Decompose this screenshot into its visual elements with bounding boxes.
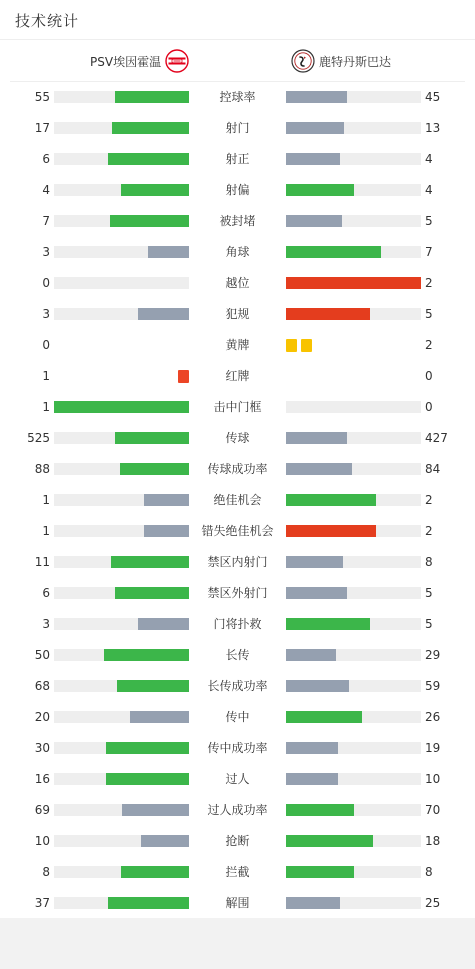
stat-label: 传中成功率 [207, 741, 268, 755]
home-stat-bar [110, 215, 189, 227]
away-cards [286, 339, 312, 352]
home-stat-bar-track [54, 153, 189, 165]
home-stat-value: 69 [34, 803, 50, 817]
home-stat-value: 1 [42, 524, 50, 538]
page-title: 技术统计 [15, 12, 80, 30]
away-stat-value: 0 [425, 369, 433, 383]
home-stat-bar-track [54, 742, 189, 754]
away-stat-value: 26 [425, 710, 441, 724]
home-stat-bar [141, 835, 189, 847]
stat-row [0, 516, 475, 547]
home-stat-value: 3 [42, 617, 50, 631]
stat-label: 传中 [225, 710, 250, 724]
stat-row [0, 547, 475, 578]
stat-label: 犯规 [225, 307, 250, 321]
psv-crest-icon [165, 49, 189, 73]
away-stat-bar [286, 246, 381, 258]
stat-label: 禁区外射门 [207, 586, 268, 600]
home-stat-value: 11 [34, 555, 50, 569]
home-stat-bar-track [54, 432, 189, 444]
home-stat-value: 88 [34, 462, 50, 476]
stat-row [0, 268, 475, 299]
home-stat-bar [117, 680, 189, 692]
away-stat-value: 5 [425, 617, 433, 631]
away-stat-bar [286, 649, 336, 661]
away-stat-value: 4 [425, 183, 433, 197]
home-stat-value: 1 [42, 369, 50, 383]
home-stat-bar [138, 618, 189, 630]
red-card-icon [178, 370, 189, 383]
home-stat-value: 3 [42, 245, 50, 259]
stat-row [0, 392, 475, 423]
away-stat-bar [286, 897, 340, 909]
away-stat-bar-track [286, 525, 421, 537]
home-stat-value: 525 [27, 431, 50, 445]
home-stat-bar-track [54, 680, 189, 692]
away-stat-bar [286, 215, 342, 227]
home-stat-value: 16 [34, 772, 50, 786]
stat-label: 抢断 [225, 834, 250, 848]
away-stat-value: 5 [425, 214, 433, 228]
home-stat-bar [120, 463, 189, 475]
away-stat-bar-track [286, 556, 421, 568]
away-stat-bar-track [286, 91, 421, 103]
home-stat-bar [144, 525, 189, 537]
home-stat-bar-track [54, 215, 189, 227]
home-stat-bar-track [54, 773, 189, 785]
away-stat-value: 5 [425, 307, 433, 321]
away-stat-bar [286, 680, 349, 692]
stat-label: 拦截 [225, 865, 250, 879]
stat-label: 长传 [225, 648, 250, 662]
away-stat-bar [286, 618, 370, 630]
stat-row [0, 330, 475, 361]
home-cards [178, 370, 189, 383]
away-stat-bar-track [286, 711, 421, 723]
away-stat-bar-track [286, 649, 421, 661]
away-stat-bar [286, 587, 347, 599]
stat-row [0, 299, 475, 330]
home-stat-value: 0 [42, 276, 50, 290]
away-stat-bar-track [286, 215, 421, 227]
away-stat-bar [286, 91, 347, 103]
away-stat-bar-track [286, 432, 421, 444]
stat-label: 黄牌 [225, 338, 250, 352]
away-stat-value: 7 [425, 245, 433, 259]
stat-row [0, 485, 475, 516]
stat-row [0, 857, 475, 888]
stat-label: 击中门框 [213, 400, 262, 414]
home-stat-bar [115, 91, 189, 103]
away-stat-value: 59 [425, 679, 441, 693]
away-stat-bar-track [286, 122, 421, 134]
stat-label: 解围 [225, 896, 250, 910]
stat-label: 过人 [225, 772, 250, 786]
home-stat-bar-track [54, 463, 189, 475]
stat-label: 错失绝佳机会 [201, 524, 274, 538]
stat-label: 被封堵 [219, 214, 256, 228]
home-stat-value: 1 [42, 400, 50, 414]
stat-label: 禁区内射门 [207, 555, 268, 569]
away-stat-bar [286, 277, 421, 289]
stat-row [0, 237, 475, 268]
away-stat-bar-track [286, 463, 421, 475]
away-stat-value: 2 [425, 338, 433, 352]
away-stat-bar-track [286, 587, 421, 599]
away-stat-bar-track [286, 401, 421, 413]
away-stat-value: 2 [425, 524, 433, 538]
away-stat-value: 427 [425, 431, 448, 445]
home-stat-value: 8 [42, 865, 50, 879]
home-stat-bar-track [54, 525, 189, 537]
home-stat-bar [121, 184, 189, 196]
home-stat-value: 7 [42, 214, 50, 228]
away-stat-bar-track [286, 897, 421, 909]
home-stat-value: 3 [42, 307, 50, 321]
away-stat-value: 70 [425, 803, 441, 817]
home-stat-bar [144, 494, 189, 506]
teams-bar [10, 41, 465, 82]
away-stat-bar [286, 184, 354, 196]
away-stat-value: 4 [425, 152, 433, 166]
stat-row [0, 640, 475, 671]
home-stat-bar-track [54, 711, 189, 723]
home-stat-bar-track [54, 494, 189, 506]
stat-row [0, 423, 475, 454]
away-stat-value: 18 [425, 834, 441, 848]
home-stat-bar-track [54, 122, 189, 134]
stat-row [0, 113, 475, 144]
stat-row [0, 764, 475, 795]
stat-row [0, 454, 475, 485]
stat-row [0, 671, 475, 702]
away-stat-bar [286, 773, 338, 785]
away-stat-value: 19 [425, 741, 441, 755]
home-stat-bar-track [54, 804, 189, 816]
away-stat-value: 2 [425, 493, 433, 507]
home-stat-bar [106, 773, 189, 785]
away-stat-bar [286, 742, 338, 754]
home-stat-bar [54, 401, 189, 413]
home-stat-bar [108, 897, 189, 909]
home-stat-bar [148, 246, 189, 258]
stat-row [0, 733, 475, 764]
away-stat-bar [286, 804, 354, 816]
home-stat-bar-track [54, 649, 189, 661]
away-stat-bar-track [286, 153, 421, 165]
home-team[interactable] [90, 41, 189, 81]
away-stat-bar-track [286, 866, 421, 878]
away-stat-bar-track [286, 246, 421, 258]
home-stat-value: 50 [34, 648, 50, 662]
home-stat-value: 10 [34, 834, 50, 848]
away-stat-bar [286, 866, 354, 878]
away-stat-value: 45 [425, 90, 441, 104]
away-stat-value: 5 [425, 586, 433, 600]
away-stat-bar [286, 525, 376, 537]
away-stat-bar [286, 463, 352, 475]
home-stat-bar-track [54, 587, 189, 599]
away-stat-bar-track [286, 618, 421, 630]
home-stat-bar [138, 308, 189, 320]
away-stat-value: 13 [425, 121, 441, 135]
yellow-card-icon [301, 339, 312, 352]
stat-row [0, 578, 475, 609]
away-stat-value: 0 [425, 400, 433, 414]
home-stat-bar-track [54, 184, 189, 196]
stat-label: 过人成功率 [207, 803, 268, 817]
away-team-name: 鹿特丹斯巴达 [319, 54, 392, 69]
away-stat-value: 8 [425, 865, 433, 879]
away-stat-value: 84 [425, 462, 441, 476]
stat-label: 射偏 [225, 183, 250, 197]
away-stat-bar [286, 556, 343, 568]
stat-label: 射门 [225, 121, 250, 135]
home-stat-bar [104, 649, 189, 661]
away-stat-bar-track [286, 308, 421, 320]
home-stat-bar [112, 122, 189, 134]
home-stat-bar-track [54, 866, 189, 878]
home-stat-bar [115, 587, 189, 599]
away-stat-bar [286, 122, 344, 134]
stat-label: 长传成功率 [207, 679, 268, 693]
stat-row [0, 888, 475, 919]
away-stat-bar [286, 494, 376, 506]
away-stat-bar-track [286, 494, 421, 506]
stats-header [0, 0, 475, 40]
home-stat-value: 55 [34, 90, 50, 104]
stat-row [0, 175, 475, 206]
home-stat-value: 17 [34, 121, 50, 135]
stat-row [0, 144, 475, 175]
away-stat-value: 29 [425, 648, 441, 662]
stat-label: 传球 [225, 431, 250, 445]
away-stat-value: 25 [425, 896, 441, 910]
stat-label: 红牌 [225, 369, 250, 383]
away-stat-bar-track [286, 742, 421, 754]
stat-row [0, 826, 475, 857]
home-stat-bar-track [54, 246, 189, 258]
home-team-name: PSV埃因霍温 [90, 54, 162, 69]
stat-row [0, 702, 475, 733]
away-stat-bar-track [286, 804, 421, 816]
stat-label: 角球 [225, 245, 250, 259]
away-stat-bar [286, 432, 347, 444]
home-stat-value: 68 [34, 679, 50, 693]
stat-label: 门将扑救 [213, 617, 262, 631]
home-stat-value: 20 [34, 710, 50, 724]
stat-row [0, 82, 475, 113]
home-stat-bar-track [54, 897, 189, 909]
home-stat-bar-track [54, 556, 189, 568]
home-stat-value: 4 [42, 183, 50, 197]
away-stat-bar [286, 835, 373, 847]
away-stat-bar [286, 711, 362, 723]
home-stat-bar [121, 866, 189, 878]
away-stat-value: 8 [425, 555, 433, 569]
away-stat-bar-track [286, 680, 421, 692]
stat-label: 越位 [225, 276, 250, 290]
home-stat-value: 6 [42, 152, 50, 166]
home-stat-value: 1 [42, 493, 50, 507]
away-stat-bar-track [286, 773, 421, 785]
home-stat-bar [108, 153, 189, 165]
away-stat-bar-track [286, 835, 421, 847]
away-stat-bar [286, 153, 340, 165]
home-stat-bar-track [54, 308, 189, 320]
away-stat-value: 2 [425, 276, 433, 290]
stat-row [0, 609, 475, 640]
home-stat-value: 30 [34, 741, 50, 755]
away-stat-value: 10 [425, 772, 441, 786]
stat-label: 控球率 [219, 90, 256, 104]
stat-label: 传球成功率 [207, 462, 268, 476]
home-stat-bar [115, 432, 189, 444]
away-stat-bar-track [286, 184, 421, 196]
yellow-card-icon [286, 339, 297, 352]
home-stat-bar-track [54, 277, 189, 289]
home-stat-bar-track [54, 835, 189, 847]
home-stat-value: 37 [34, 896, 50, 910]
stat-label: 射正 [225, 152, 250, 166]
stat-row [0, 361, 475, 392]
home-stat-bar [122, 804, 189, 816]
away-stat-bar-track [286, 277, 421, 289]
stat-row [0, 795, 475, 826]
home-stat-value: 0 [42, 338, 50, 352]
away-stat-bar [286, 308, 370, 320]
home-stat-bar-track [54, 91, 189, 103]
home-stat-bar-track [54, 618, 189, 630]
stat-row [0, 206, 475, 237]
away-team[interactable] [291, 41, 391, 81]
sparta-crest-icon [291, 49, 315, 73]
home-stat-bar [130, 711, 189, 723]
home-stat-value: 6 [42, 586, 50, 600]
home-stat-bar-track [54, 401, 189, 413]
home-stat-bar [111, 556, 189, 568]
home-stat-bar [106, 742, 189, 754]
stat-label: 绝佳机会 [213, 493, 262, 507]
